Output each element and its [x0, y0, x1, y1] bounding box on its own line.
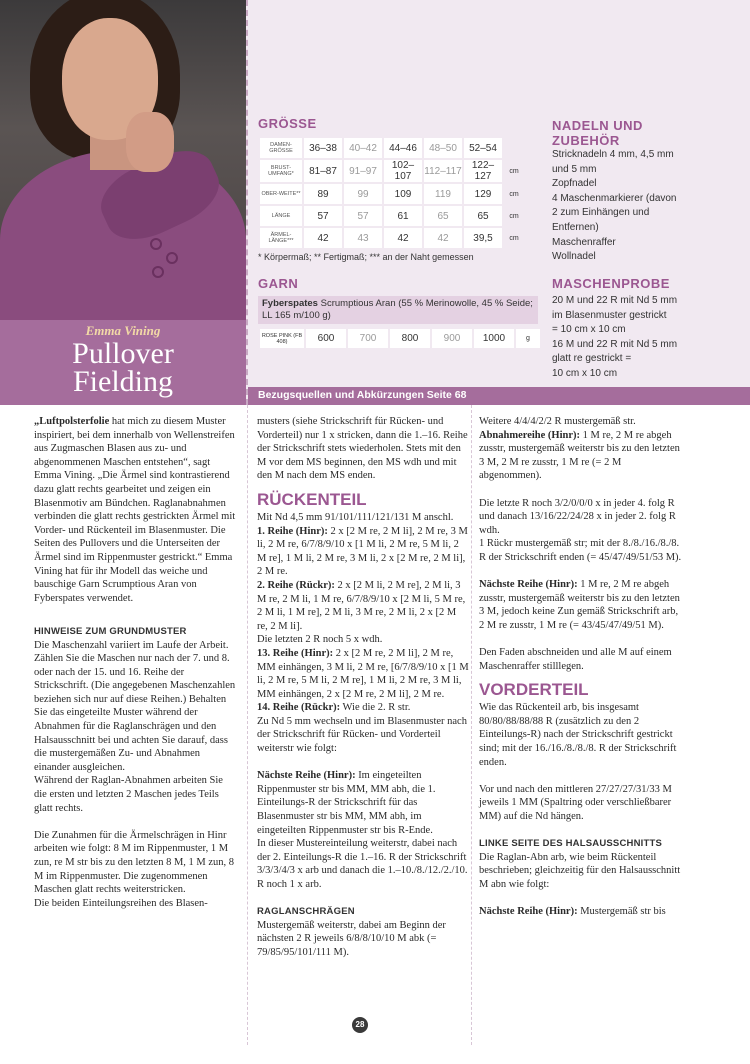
stitch-divider	[246, 0, 249, 405]
paragraph: In dieser Mustereinteilung weiterstr, dabei nach der 2. Einteilungs-R die 1.–16. R der Strickschrift 3/3/3/4/3 x arb und danach die 1.–10./8./12./2./10. R noch 1 x arb.	[257, 838, 468, 890]
yarn-unit: g	[516, 329, 540, 348]
row-instruction	[257, 769, 469, 837]
row-text: Mustergemäß str bis	[577, 906, 666, 918]
yarn-amount-cell: 600	[306, 329, 346, 348]
section-heading: RÜCKENTEIL	[257, 489, 367, 509]
size-cell: 40–42	[344, 138, 382, 158]
row-label: Nächste Reihe (Hinr):	[479, 906, 578, 918]
yarn-brand: Fyberspates	[262, 298, 318, 309]
paragraph: Die beiden Einteilungsreihen des Blasen-	[34, 897, 208, 909]
gauge-heading: MASCHENPROBE	[552, 276, 670, 291]
section-heading: RAGLANSCHRÄGEN	[257, 906, 355, 918]
size-row-label: OBER-WEITE**	[260, 184, 302, 204]
row-label: Nächste Reihe (Hinr):	[257, 770, 356, 782]
paragraph: Während der Raglan-Abnahmen arbeiten Sie die ersten und letzten 2 Maschen jedes Teils glatt rechts.	[34, 775, 223, 814]
size-unit: cm	[504, 160, 524, 182]
paragraph: Die Zunahmen für die Ärmelschrägen in Hinr arbeiten wie folgt: 8 M im Rippenmuster, 1 M zun, re M str bis zu den letzten 8 M, 1 M zun, 8 M im Rippenmuster. Die zugenommenen Maschen glatt rechts weiterstricken.	[34, 829, 235, 896]
source-bar: Bezugsquellen und Abkürzungen Seite 68	[248, 387, 750, 405]
size-row-label: BRUST-UMFANG*	[260, 160, 302, 182]
size-cell: 109	[384, 184, 422, 204]
row-text: 2 x [2 M li, 2 M re], 2 M li, 3 M re, 2 M li, 1 M re, 6/7/8/9/10 x [2 M li, 5 M re, 2 M li, 1 M re], 2 M li, 3 M re, 2 M li, 2 x [2 M re, 2 M li].	[257, 579, 466, 632]
gauge-line: = 10 cm x 10 cm	[552, 324, 626, 336]
needles-item: 2 zum Einhängen und	[552, 207, 650, 219]
size-cell: 65	[464, 206, 502, 226]
row-label: 1. Reihe (Hinr):	[257, 525, 328, 537]
gauge-text	[552, 294, 742, 382]
yarn-color-label: ROSE PINK (FB 408)	[260, 329, 304, 348]
row-label: 14. Reihe (Rückr):	[257, 702, 341, 714]
needles-heading	[552, 118, 643, 148]
needles-item: Zopfnadel	[552, 178, 597, 190]
row-instruction	[257, 701, 469, 715]
paragraph: Die Maschenzahl variiert im Laufe der Arbeit. Zählen Sie die Maschen nur nach der 7. und 8. oder nach der 15. und 16. Reihe der Strickschrift. (Die angegebenen Maschenzahlen beziehen sich nur auf diese Reihen.) Behalten Sie das eingeteilte Muster während der Abnahmen für die Raglanschrägen und den Halsausschnitt bei und achten Sie darauf, dass die mustergemäßen Zu- und Abnahmen einander ausgleichen.	[34, 639, 236, 773]
designer-name: Emma Vining	[85, 323, 161, 338]
needles-item: 4 Maschenmarkierer (davon	[552, 192, 677, 204]
size-footnote: * Körpermaß; ** Fertigmaß; *** an der Naht gemessen	[258, 252, 474, 262]
paragraph: Wie das Rückenteil arb, bis insgesamt 80/80/88/88/88 R (zusätzlich zu den 2 Einteilungs-R) nach der Strickschrift gestrickt sind; mit der 16./16./8./8./8. R der Strickschrift enden.	[479, 702, 677, 768]
yarn-description	[258, 296, 538, 324]
row-text: 1 M re, 2 M re abgeh zusstr, mustergemäß weiterstr bis zu den letzten 3 M, jedoch keine Zun gemäß Strickschrift arb, 2 M re zusstr, 1 M re (= 43/45/47/49/51 M).	[479, 579, 680, 631]
row-text: 1 M re, 2 M re abgeh zusstr, mustergemäß weiterstr bis zu den letzten 3 M, 2 M re zusstr, 1 M re (= 2 M abgenommen).	[479, 429, 680, 482]
needles-list	[552, 148, 742, 265]
page-number: 28	[352, 1017, 368, 1033]
size-cell: 99	[344, 184, 382, 204]
needles-item: und 5 mm	[552, 163, 597, 175]
intro-bold: „Luftpolsterfolie	[34, 416, 110, 427]
column-separator	[247, 405, 248, 1045]
size-cell: 91–97	[344, 160, 382, 182]
title-line-1: Pullover	[72, 337, 174, 370]
paragraph: Zu Nd 5 mm wechseln und im Blasenmuster nach der Strickschrift für Rücken- und Vorderteil weiterstr wie folgt:	[257, 715, 467, 755]
yarn-amount-cell: 700	[348, 329, 388, 348]
row-instruction	[479, 429, 685, 483]
gauge-line: glatt re gestrickt =	[552, 353, 632, 365]
size-row-label: ÄRMEL-LÄNGE***	[260, 228, 302, 248]
size-cell: 119	[424, 184, 462, 204]
yarn-amount-cell: 800	[390, 329, 430, 348]
row-instruction	[257, 647, 469, 701]
size-cell: 57	[304, 206, 342, 226]
row-text: Im eingeteilten Rippenmuster str bis MM, MM abh, die 1. Einteilungs-R der Strickschrift für das Blasenmuster str bis MM, MM abh, im eingeteilten Rippenmuster str bis R-Ende.	[257, 770, 436, 836]
row-label: 13. Reihe (Hinr):	[257, 647, 334, 659]
size-cell: 44–46	[384, 138, 422, 158]
paragraph: 1 Rückr mustergemäß str; mit der 8./8./16./8./8. R der Strickschrift enden (= 45/47/49/51/53 M).	[479, 538, 682, 563]
paragraph: Die letzten 2 R noch 5 x wdh.	[257, 634, 383, 646]
paragraph: Mit Nd 4,5 mm 91/101/111/121/131 M anschl.	[257, 511, 454, 523]
size-cell: 122–127	[464, 160, 502, 182]
row-text: Wie die 2. R str.	[340, 702, 411, 714]
column-1	[34, 415, 236, 910]
intro-paragraph	[34, 415, 236, 605]
pattern-title	[0, 337, 246, 398]
needles-item: Stricknadeln 4 mm, 4,5 mm	[552, 149, 674, 160]
size-unit	[504, 138, 524, 158]
yarn-desc: Scrumptious Aran (55 % Merinowolle, 45 % Seide; LL 165 m/100 g)	[262, 298, 533, 321]
section-heading: LINKE SEITE DES HALSAUSSCHNITTS	[479, 838, 663, 850]
column-2	[257, 415, 469, 960]
row-instruction	[479, 578, 685, 632]
intro-text: hat mich zu diesem Muster inspiriert, bei dem innerhalb von Wellenstreifen aus Zugmaschen Blasen aus zu- und abgenommenen Maschen entstehen“, sagt Emma Vining. „Die Ärmel sind kontrastierend dazu glatt rechts gearbeitet und zeigen ein Blasenmotiv am Bündchen. Raglanabnahmen verbinden die glatt rechts gestrickten Ärmel mit Vorder- und Rückenteil im Blasenmuster. Die Seiten des Pullovers und die Unterseiten der Ärmel sind im Rippenmuster gestrickt.“ Emma Vining hat für ihr Modell das weiche und bauschige Garn Scrumptious Aran von Fyberspates verwendet.	[34, 416, 236, 604]
title-line-2: Fielding	[72, 365, 173, 398]
needles-item: Wollnadel	[552, 251, 596, 263]
row-instruction	[257, 579, 469, 633]
gauge-line: 16 M und 22 R mit Nd 5 mm	[552, 338, 678, 350]
size-cell: 61	[384, 206, 422, 226]
column-3	[479, 415, 685, 919]
paragraph: Vor und nach den mittleren 27/27/27/31/33 M jeweils 1 MM (Spaltring oder verschließbarer MM) auf die Nd hängen.	[479, 783, 672, 823]
size-row	[260, 228, 524, 248]
size-cell: 36–38	[304, 138, 342, 158]
paragraph: Die letzte R noch 3/2/0/0/0 x in jeder 4. folg R und danach 13/16/22/24/28 x in jeder 2. folg R wdh.	[479, 497, 676, 536]
size-cell: 81–87	[304, 160, 342, 182]
size-cell: 43	[344, 228, 382, 248]
row-instruction	[479, 905, 685, 919]
size-cell: 42	[384, 228, 422, 248]
row-text: 2 x [2 M re, 2 M li], 2 M re, 3 M li, 2 M re, 6/7/8/9/10 x [1 M li, 2 M re, 5 M li, 2 M re], 1 M li, 2 M re, 3 M li, 2 x [2 M re, 2 M li], 2 M re.	[257, 525, 468, 578]
yarn-heading: GARN	[258, 276, 299, 291]
section-heading: HINWEISE ZUM GRUNDMUSTER	[34, 625, 187, 637]
row-label: 2. Reihe (Rückr):	[257, 579, 335, 591]
paragraph: Den Faden abschneiden und alle M auf einem Maschenraffer stilllegen.	[479, 647, 672, 672]
size-unit: cm	[504, 228, 524, 248]
yarn-amount-cell: 1000	[474, 329, 514, 348]
size-cell: 112–117	[424, 160, 462, 182]
size-unit: cm	[504, 206, 524, 226]
size-table	[258, 136, 526, 250]
paragraph: Weitere 4/4/4/2/2 R mustergemäß str.	[479, 416, 636, 427]
size-cell: 39,5	[464, 228, 502, 248]
needles-heading-line2: ZUBEHÖR	[552, 133, 620, 148]
column-separator	[471, 405, 472, 1045]
gauge-line: 10 cm x 10 cm	[552, 367, 618, 379]
yarn-amount-cell: 900	[432, 329, 472, 348]
size-cell: 129	[464, 184, 502, 204]
size-row	[260, 138, 524, 158]
paragraph: Die Raglan-Abn arb, wie beim Rückenteil beschrieben; gleichzeitig für den Halsausschnitt M abn wie folgt:	[479, 851, 681, 890]
size-row	[260, 184, 524, 204]
gauge-line: 20 M und 22 R mit Nd 5 mm	[552, 295, 678, 306]
size-unit: cm	[504, 184, 524, 204]
row-text: 2 x [2 M re, 2 M li], 2 M re, MM einhängen, 3 M li, 2 M re, [6/7/8/9/10 x [1 M li, 2 M re, 5 M li, 2 M re], 1 M li, 2 M re, 3 M li, MM einhängen, 2 x [2 M re, 2 M li], 2 M re.	[257, 647, 469, 700]
size-cell: 42	[424, 228, 462, 248]
row-label: Nächste Reihe (Hinr):	[479, 579, 578, 591]
size-cell: 57	[344, 206, 382, 226]
size-cell: 65	[424, 206, 462, 226]
yarn-table	[258, 327, 542, 350]
gauge-line: im Blasenmuster gestrickt	[552, 309, 667, 321]
size-row-label: LÄNGE	[260, 206, 302, 226]
row-instruction	[257, 525, 469, 579]
size-cell: 102–107	[384, 160, 422, 182]
paragraph: musters (siehe Strickschrift für Rücken- und Vorderteil) nur 1 x stricken, dann die 1.–16. Reihe der Strickschrift stets wiederholen. Stets mit den M vor dem MS beginnen, den MS wdh und mit den M nach dem MS enden.	[257, 416, 468, 482]
size-cell: 42	[304, 228, 342, 248]
needles-item: Entfernen)	[552, 221, 599, 233]
model-photo	[0, 0, 246, 320]
needles-heading-line1: NADELN UND	[552, 118, 643, 133]
paragraph: Mustergemäß weiterstr, dabei am Beginn der nächsten 2 R jeweils 6/8/8/10/10 M abk (= 79/85/95/101/111 M).	[257, 919, 446, 958]
row-label: Abnahmereihe (Hinr):	[479, 429, 581, 441]
size-row	[260, 206, 524, 226]
size-heading: GRÖSSE	[258, 116, 317, 131]
size-cell: 52–54	[464, 138, 502, 158]
size-cell: 48–50	[424, 138, 462, 158]
needles-item: Maschenraffer	[552, 236, 616, 248]
size-cell: 89	[304, 184, 342, 204]
size-row	[260, 160, 524, 182]
section-heading: VORDERTEIL	[479, 680, 589, 700]
size-row-label: DAMEN-GRÖSSE	[260, 138, 302, 158]
